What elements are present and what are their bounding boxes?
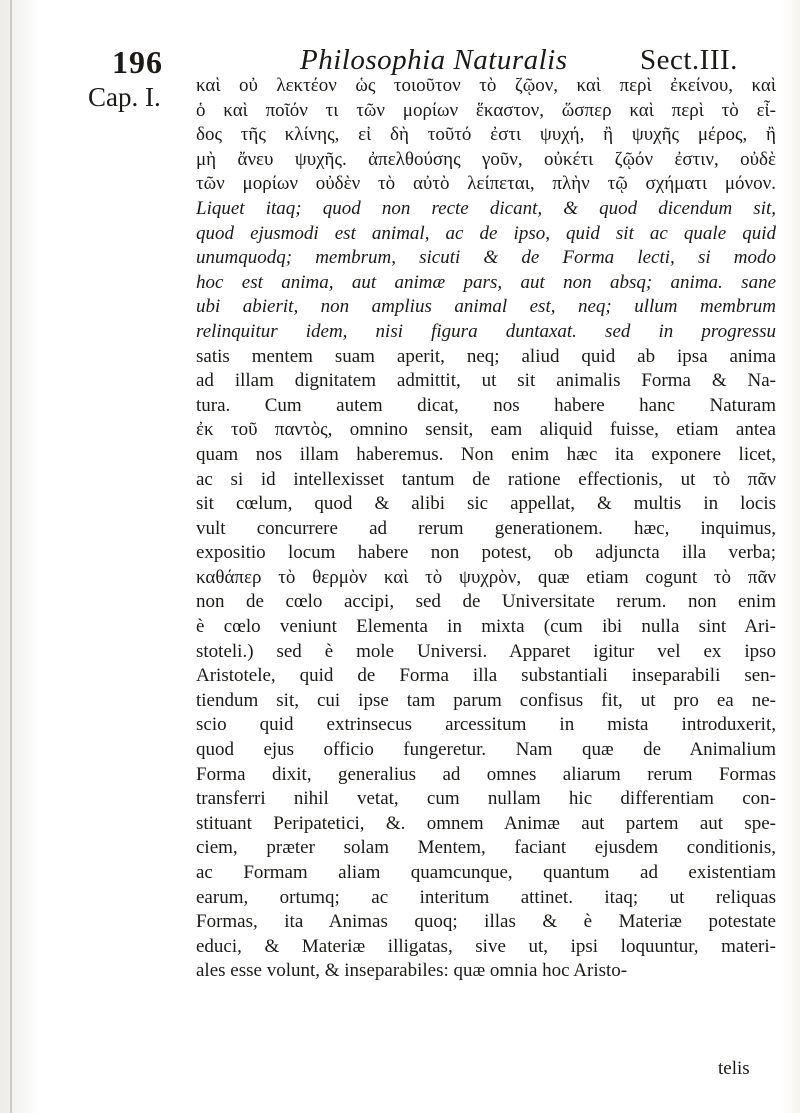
text-line: ad illam dignitatem admittit, ut sit animalis Forma & Na-	[196, 370, 776, 392]
text-line: scio quid extrinsecus arcessitum in mista introduxerit,	[196, 714, 776, 736]
text-line: ales esse volunt, & inseparabiles: quæ omnia hoc Aristo-	[196, 960, 628, 982]
page-number: 196	[112, 44, 163, 80]
text-line: satis mentem suam aperit, neq; aliud quid ab ipsa anima	[196, 345, 776, 367]
text-line: Forma dixit, generalius ad omnes aliarum rerum Formas	[196, 763, 776, 785]
text-line: stituant Peripatetici, &. omnem Animæ aut partem aut spe-	[196, 812, 776, 834]
catchword: telis	[718, 1058, 750, 1079]
text-line: τῶν μορίων οὐδὲν τὸ αὐτὸ λείπεται, πλὴν τῷ σχήματι μόνον.	[196, 173, 776, 195]
text-line: earum, ortumq; ac interitum attinet. itaq; ut reliquas	[196, 886, 776, 908]
section-label: Sect.III.	[640, 44, 738, 76]
text-line: tura. Cum autem dicat, nos habere hanc Naturam	[196, 394, 776, 416]
text-line: quod ejus officio fungeretur. Nam quæ de Animalium	[196, 739, 776, 761]
text-line: non de cœlo accipi, sed de Universitate rerum. non enim	[196, 591, 776, 613]
text-line: vult concurrere ad rerum generationem. hæc, inquimus,	[196, 517, 776, 539]
binding-gutter	[10, 0, 12, 1113]
text-line: καθάπερ τὸ θερμὸν καὶ τὸ ψυχρὸν, quæ etiam cogunt τὸ πᾶν	[196, 566, 776, 588]
text-line: καὶ οὐ λεκτέον ὡς τοιοῦτον τὸ ζῷον, καὶ περὶ ἐκείνου, καὶ	[196, 75, 776, 96]
body-text	[196, 74, 776, 984]
margin-chapter-note: Cap. I.	[88, 82, 161, 112]
text-line: ἐκ τοῦ παντὸς, omnino sensit, eam aliquid fuisse, etiam antea	[196, 419, 776, 441]
text-line: ac Formam aliam quamcunque, quantum ad existentiam	[196, 862, 776, 883]
text-line: quod ejusmodi est animal, ac de ipso, quid sit ac quale quid	[196, 222, 776, 244]
book-title: Philosophia Naturalis	[300, 44, 568, 76]
text-line: Formas, ita Animas quoq; illas & è Materiæ potestate	[196, 911, 776, 933]
text-line: sit cœlum, quod & alibi sic appellat, & multis in locis	[196, 493, 776, 515]
running-head	[0, 24, 800, 80]
text-line: è cœlo veniunt Elementa in mixta (cum ibi nulla sint Ari-	[196, 616, 776, 638]
text-line: Aristotele, quid de Forma illa substantiali inseparabili sen-	[196, 665, 776, 687]
text-line: quam nos illam haberemus. Non enim hæc ita exponere licet,	[196, 443, 776, 465]
text-line: hoc est anima, aut animæ pars, aut non absq; anima. sane	[196, 271, 776, 293]
text-line: expositio locum habere non potest, ob adjuncta illa verba;	[196, 542, 776, 564]
text-line: transferri nihil vetat, cum nullam hic differentiam con-	[196, 788, 776, 810]
text-line: tiendum sit, cui ipse tam parum confisus fit, ut pro ea ne-	[196, 689, 776, 711]
text-line: educi, & Materiæ illigatas, sive ut, ipsi loquuntur, materi-	[196, 935, 776, 957]
text-line: stoteli.) sed è mole Universi. Apparet igitur vel ex ipso	[196, 640, 776, 662]
text-line: Liquet itaq; quod non recte dicant, & quod dicendum sit,	[196, 197, 776, 219]
text-line: ciem, præter solam Mentem, faciant ejusdem conditionis,	[196, 837, 776, 859]
text-line: ὁ καὶ ποῖόν τι τῶν μορίων ἕκαστον, ὥσπερ καὶ περὶ τὸ εἶ-	[196, 99, 776, 121]
text-line: unumquodq; membrum, sicuti & de Forma lecti, si modo	[196, 247, 776, 269]
text-line: relinquitur idem, nisi figura duntaxat. sed in progressu	[196, 320, 776, 342]
text-line: ubi abierit, non amplius animal est, neq; ullum membrum	[196, 296, 776, 318]
text-line: δος τῆς κλίνης, εἰ δὴ τοῦτό ἐστι ψυχή, ἢ ψυχῆς μέρος, ἢ	[196, 124, 776, 146]
text-line: μὴ ἄνευ ψυχῆς. ἀπελθούσης γοῦν, οὐκέτι ζῷόν ἐστιν, οὐδὲ	[196, 148, 776, 170]
text-line: ac si id intellexisset tantum de ratione effectionis, ut τὸ πᾶν	[196, 468, 776, 490]
